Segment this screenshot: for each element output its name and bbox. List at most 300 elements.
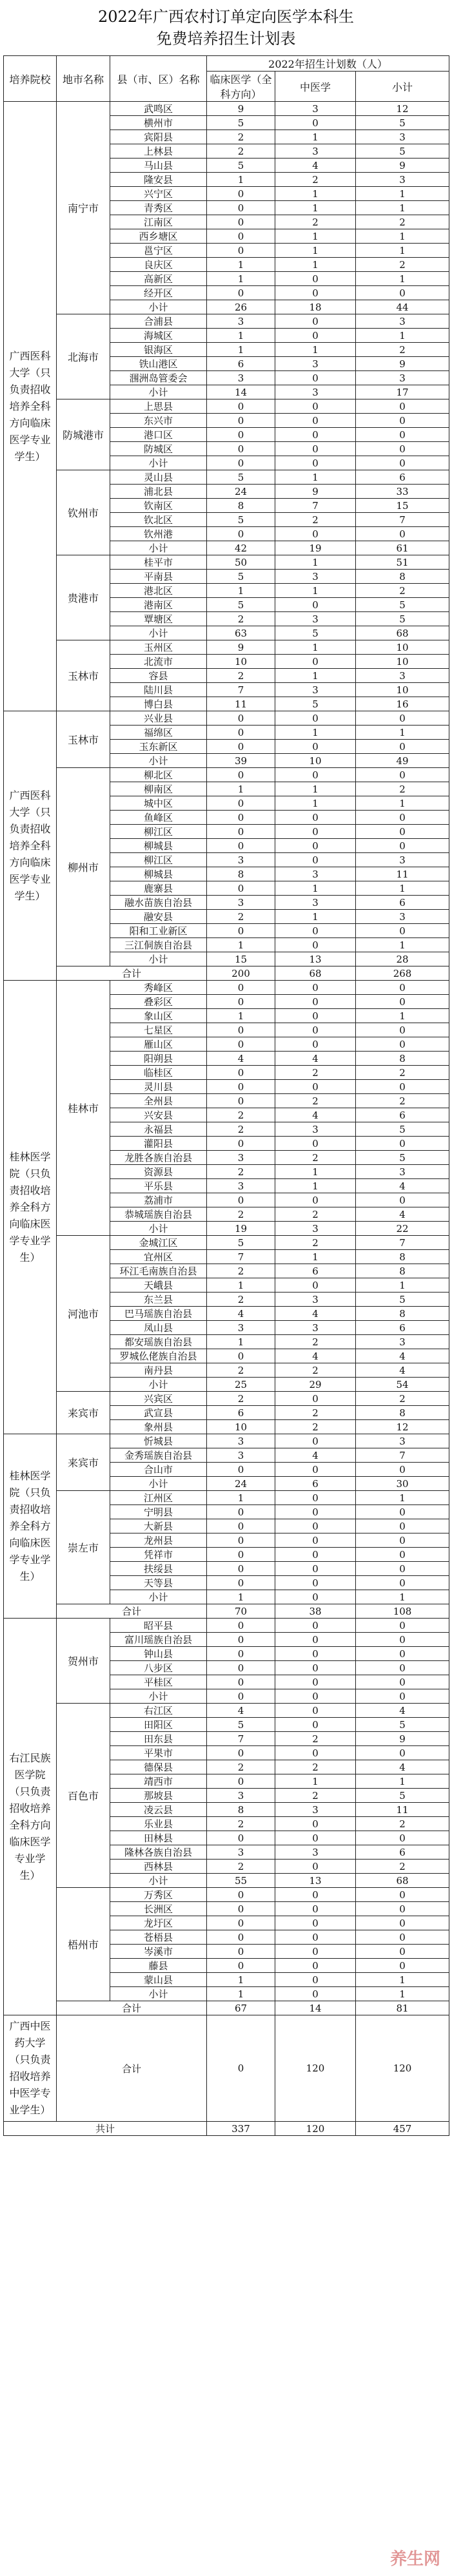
county-name: 田林县 [110, 1831, 207, 1845]
tcm-count: 0 [275, 1576, 356, 1590]
subtotal-count: 1 [356, 1987, 449, 2001]
tcm-count: 0 [275, 399, 356, 414]
subtotal-count: 0 [356, 1023, 449, 1037]
tcm-count: 13 [275, 952, 356, 966]
tcm-count: 3 [275, 357, 356, 371]
subtotal-count: 5 [356, 598, 449, 612]
county-name: 覃塘区 [110, 612, 207, 626]
clinical-count: 8 [207, 1803, 275, 1817]
tcm-count: 0 [275, 329, 356, 343]
county-name: 小计 [110, 754, 207, 768]
county-name: 陆川县 [110, 683, 207, 697]
subtotal-count: 5 [356, 612, 449, 626]
subtotal-count: 0 [356, 825, 449, 839]
subtotal-count: 4 [356, 1349, 449, 1363]
clinical-count: 0 [207, 1094, 275, 1108]
subtotal-count: 0 [356, 1746, 449, 1760]
county-name: 万秀区 [110, 1888, 207, 1902]
tcm-count: 4 [275, 1448, 356, 1463]
county-name: 都安瑶族自治县 [110, 1335, 207, 1349]
tcm-count: 2 [275, 1335, 356, 1349]
clinical-count: 9 [207, 640, 275, 655]
county-name: 北流市 [110, 655, 207, 669]
county-name: 岑溪市 [110, 1945, 207, 1959]
total-value: 120 [356, 2015, 449, 2122]
county-name: 八步区 [110, 1661, 207, 1675]
tcm-count: 4 [275, 1349, 356, 1363]
county-name: 小计 [110, 541, 207, 555]
tcm-count: 0 [275, 1945, 356, 1959]
city-name: 桂林市 [57, 981, 110, 1236]
tcm-count: 0 [275, 1661, 356, 1675]
subtotal-count: 0 [356, 1902, 449, 1916]
clinical-count: 0 [207, 1675, 275, 1689]
tcm-count: 0 [275, 655, 356, 669]
subtotal-count: 0 [356, 456, 449, 470]
subtotal-count: 2 [356, 258, 449, 272]
tcm-count: 0 [275, 768, 356, 782]
clinical-count: 0 [207, 187, 275, 201]
clinical-count: 0 [207, 1349, 275, 1363]
county-name: 银海区 [110, 343, 207, 357]
clinical-count: 2 [207, 1207, 275, 1222]
county-name: 阳朔县 [110, 1052, 207, 1066]
clinical-count: 3 [207, 1321, 275, 1335]
subtotal-count: 0 [356, 995, 449, 1009]
county-name: 玉东新区 [110, 740, 207, 754]
clinical-count: 5 [207, 513, 275, 527]
city-name: 防城港市 [57, 399, 110, 470]
county-name: 叠彩区 [110, 995, 207, 1009]
tcm-count: 6 [275, 1477, 356, 1491]
tcm-count: 18 [275, 300, 356, 314]
subtotal-count: 4 [356, 1363, 449, 1378]
county-name: 小计 [110, 1987, 207, 2001]
tcm-count: 0 [275, 1392, 356, 1406]
county-name: 合浦县 [110, 314, 207, 329]
clinical-count: 6 [207, 357, 275, 371]
clinical-count: 0 [207, 726, 275, 740]
county-name: 兴宁区 [110, 187, 207, 201]
clinical-count: 0 [207, 1533, 275, 1548]
header-county: 县（市、区）名称 [110, 56, 207, 102]
clinical-count: 24 [207, 485, 275, 499]
subtotal-count: 0 [356, 1548, 449, 1562]
tcm-count: 0 [275, 839, 356, 853]
clinical-count: 26 [207, 300, 275, 314]
clinical-count: 3 [207, 1448, 275, 1463]
clinical-count: 19 [207, 1222, 275, 1236]
city-name: 贵港市 [57, 555, 110, 640]
tcm-count: 0 [275, 1718, 356, 1732]
school-name: 广西医科大学（只负责招收培养全科方向临床医学专业学生） [4, 711, 57, 981]
tcm-count: 3 [275, 1321, 356, 1335]
county-name: 浦北县 [110, 485, 207, 499]
table-row [4, 399, 449, 414]
tcm-count: 1 [275, 201, 356, 215]
tcm-count: 0 [275, 1009, 356, 1023]
clinical-count: 0 [207, 1037, 275, 1052]
county-name: 柳江区 [110, 853, 207, 867]
clinical-count: 0 [207, 740, 275, 754]
tcm-count: 1 [275, 343, 356, 357]
county-name: 东兴市 [110, 414, 207, 428]
clinical-count: 2 [207, 1165, 275, 1179]
clinical-count: 0 [207, 442, 275, 456]
clinical-count: 0 [207, 1193, 275, 1207]
tcm-count: 29 [275, 1378, 356, 1392]
table-row [4, 1236, 449, 1250]
subtotal-count: 10 [356, 683, 449, 697]
clinical-count: 4 [207, 1307, 275, 1321]
tcm-count: 1 [275, 782, 356, 796]
county-name: 天峨县 [110, 1278, 207, 1293]
subtotal-count: 0 [356, 811, 449, 825]
subtotal-count: 12 [356, 102, 449, 116]
tcm-count: 5 [275, 626, 356, 640]
clinical-count: 3 [207, 314, 275, 329]
tcm-count: 0 [275, 442, 356, 456]
header-city: 地市名称 [57, 56, 110, 102]
subtotal-count: 3 [356, 371, 449, 385]
subtotal-count: 2 [356, 215, 449, 229]
tcm-count: 1 [275, 881, 356, 896]
subtotal-count: 2 [356, 1066, 449, 1080]
tcm-count: 0 [275, 1831, 356, 1845]
subtotal-count: 0 [356, 286, 449, 300]
county-name: 七星区 [110, 1023, 207, 1037]
tcm-count: 9 [275, 485, 356, 499]
clinical-count: 0 [207, 1945, 275, 1959]
table-row [4, 1491, 449, 1505]
clinical-count: 3 [207, 1179, 275, 1193]
total-value: 0 [207, 2015, 275, 2122]
subtotal-count: 3 [356, 910, 449, 924]
table-row [4, 1434, 449, 1448]
clinical-count: 8 [207, 867, 275, 881]
tcm-count: 1 [275, 229, 356, 244]
clinical-count: 5 [207, 1236, 275, 1250]
title-line-1: 2022年广西农村订单定向医学本科生 [97, 8, 355, 26]
table-row [4, 966, 449, 981]
table-row [4, 2001, 449, 2015]
clinical-count: 0 [207, 399, 275, 414]
clinical-count: 1 [207, 1987, 275, 2001]
tcm-count: 3 [275, 102, 356, 116]
county-name: 鱼峰区 [110, 811, 207, 825]
total-value: 268 [356, 966, 449, 981]
tcm-count: 4 [275, 1307, 356, 1321]
clinical-count: 3 [207, 371, 275, 385]
tcm-count: 1 [275, 258, 356, 272]
clinical-count: 0 [207, 881, 275, 896]
county-name: 隆安县 [110, 173, 207, 187]
subtotal-count: 0 [356, 1888, 449, 1902]
subtotal-count: 8 [356, 1250, 449, 1264]
county-name: 右江区 [110, 1704, 207, 1718]
county-name: 港南区 [110, 598, 207, 612]
subtotal-count: 2 [356, 1094, 449, 1108]
tcm-count: 1 [275, 1250, 356, 1264]
subtotal-count: 1 [356, 938, 449, 952]
table-row [4, 470, 449, 485]
tcm-count: 0 [275, 938, 356, 952]
tcm-count: 1 [275, 470, 356, 485]
subtotal-count: 0 [356, 711, 449, 726]
header-school: 培养院校 [4, 56, 57, 102]
subtotal-count: 5 [356, 144, 449, 159]
subtotal-count: 0 [356, 1647, 449, 1661]
subtotal-count: 0 [356, 1619, 449, 1633]
tcm-count: 3 [275, 612, 356, 626]
county-name: 良庆区 [110, 258, 207, 272]
watermark-logo: 养生网 [389, 2550, 440, 2569]
clinical-count: 0 [207, 796, 275, 811]
subtotal-count: 0 [356, 1831, 449, 1845]
subtotal-count: 1 [356, 201, 449, 215]
table-row [4, 1888, 449, 1902]
clinical-count: 2 [207, 669, 275, 683]
clinical-count: 0 [207, 414, 275, 428]
subtotal-count: 4 [356, 1760, 449, 1774]
tcm-count: 5 [275, 697, 356, 711]
subtotal-count: 15 [356, 499, 449, 513]
clinical-count: 0 [207, 768, 275, 782]
tcm-count: 0 [275, 1973, 356, 1987]
clinical-count: 2 [207, 1293, 275, 1307]
county-name: 平桂区 [110, 1675, 207, 1689]
subtotal-count: 0 [356, 1633, 449, 1647]
tcm-count: 0 [275, 1704, 356, 1718]
county-name: 上林县 [110, 144, 207, 159]
clinical-count: 0 [207, 1080, 275, 1094]
county-name: 凌云县 [110, 1803, 207, 1817]
clinical-count: 4 [207, 1052, 275, 1066]
county-name: 龙圩区 [110, 1916, 207, 1930]
tcm-count: 1 [275, 1774, 356, 1789]
table-row [4, 1619, 449, 1633]
clinical-count: 15 [207, 952, 275, 966]
county-name: 钦北区 [110, 513, 207, 527]
tcm-count: 0 [275, 1987, 356, 2001]
county-name: 秀峰区 [110, 981, 207, 995]
total-value: 38 [275, 1604, 356, 1619]
tcm-count: 2 [275, 1066, 356, 1080]
county-name: 博白县 [110, 697, 207, 711]
tcm-count: 0 [275, 1647, 356, 1661]
city-name: 河池市 [57, 1236, 110, 1392]
county-name: 柳江区 [110, 825, 207, 839]
tcm-count: 0 [275, 825, 356, 839]
tcm-count: 1 [275, 910, 356, 924]
subtotal-count: 3 [356, 1434, 449, 1448]
county-name: 福绵区 [110, 726, 207, 740]
tcm-count: 0 [275, 428, 356, 442]
clinical-count: 55 [207, 1874, 275, 1888]
tcm-count: 0 [275, 1080, 356, 1094]
table-row [4, 1604, 449, 1619]
county-name: 金城江区 [110, 1236, 207, 1250]
subtotal-count: 6 [356, 1321, 449, 1335]
clinical-count: 25 [207, 1378, 275, 1392]
subtotal-count: 11 [356, 867, 449, 881]
subtotal-count: 1 [356, 244, 449, 258]
clinical-count: 0 [207, 811, 275, 825]
tcm-count: 0 [275, 853, 356, 867]
clinical-count: 24 [207, 1477, 275, 1491]
clinical-count: 1 [207, 1335, 275, 1349]
tcm-count: 0 [275, 981, 356, 995]
county-name: 全州县 [110, 1094, 207, 1108]
total-label: 合计 [57, 1604, 207, 1619]
tcm-count: 0 [275, 1633, 356, 1647]
clinical-count: 7 [207, 1732, 275, 1746]
subtotal-count: 0 [356, 428, 449, 442]
city-name: 来宾市 [57, 1434, 110, 1491]
table-row [4, 2122, 449, 2136]
county-name: 江州区 [110, 1491, 207, 1505]
subtotal-count: 0 [356, 1576, 449, 1590]
table-row [4, 640, 449, 655]
total-value: 14 [275, 2001, 356, 2015]
clinical-count: 0 [207, 924, 275, 938]
county-name: 资源县 [110, 1165, 207, 1179]
clinical-count: 0 [207, 1916, 275, 1930]
county-name: 临桂区 [110, 1066, 207, 1080]
county-name: 马山县 [110, 159, 207, 173]
subtotal-count: 10 [356, 640, 449, 655]
subtotal-count: 2 [356, 1860, 449, 1874]
county-name: 藤县 [110, 1959, 207, 1973]
subtotal-count: 16 [356, 697, 449, 711]
county-name: 大新县 [110, 1519, 207, 1533]
tcm-count: 3 [275, 1293, 356, 1307]
subtotal-count: 5 [356, 1789, 449, 1803]
tcm-count: 19 [275, 541, 356, 555]
tcm-count: 3 [275, 570, 356, 584]
grand-total-label: 共计 [4, 2122, 207, 2136]
county-name: 融水苗族自治县 [110, 896, 207, 910]
tcm-count: 2 [275, 1363, 356, 1378]
county-name: 象山区 [110, 1009, 207, 1023]
clinical-count: 2 [207, 1860, 275, 1874]
clinical-count: 1 [207, 329, 275, 343]
subtotal-count: 3 [356, 314, 449, 329]
county-name: 灵山县 [110, 470, 207, 485]
clinical-count: 0 [207, 229, 275, 244]
document-title [0, 0, 452, 55]
subtotal-count: 30 [356, 1477, 449, 1491]
county-name: 兴业县 [110, 711, 207, 726]
county-name: 小计 [110, 1378, 207, 1392]
tcm-count: 0 [275, 286, 356, 300]
subtotal-count: 61 [356, 541, 449, 555]
tcm-count: 2 [275, 1207, 356, 1222]
county-name: 海城区 [110, 329, 207, 343]
subtotal-count: 10 [356, 655, 449, 669]
tcm-count: 0 [275, 924, 356, 938]
tcm-count: 1 [275, 726, 356, 740]
clinical-count: 8 [207, 499, 275, 513]
clinical-count: 0 [207, 1959, 275, 1973]
subtotal-count: 6 [356, 470, 449, 485]
table-row [4, 555, 449, 570]
subtotal-count: 0 [356, 1916, 449, 1930]
clinical-count: 7 [207, 683, 275, 697]
county-name: 凭祥市 [110, 1548, 207, 1562]
school-name: 桂林医学院（只负责招收培养全科方向临床医学专业学生） [4, 981, 57, 1434]
clinical-count: 0 [207, 1661, 275, 1675]
tcm-count: 0 [275, 1930, 356, 1945]
subtotal-count: 3 [356, 173, 449, 187]
county-name: 玉州区 [110, 640, 207, 655]
subtotal-count: 2 [356, 584, 449, 598]
county-name: 小计 [110, 456, 207, 470]
plan-table [3, 55, 449, 2136]
clinical-count: 4 [207, 1704, 275, 1718]
tcm-count: 0 [275, 1959, 356, 1973]
clinical-count: 2 [207, 910, 275, 924]
clinical-count: 5 [207, 159, 275, 173]
subtotal-count: 1 [356, 1590, 449, 1604]
tcm-count: 0 [275, 272, 356, 286]
subtotal-count: 7 [356, 1448, 449, 1463]
clinical-count: 10 [207, 1420, 275, 1434]
county-name: 城中区 [110, 796, 207, 811]
clinical-count: 0 [207, 1647, 275, 1661]
county-name: 小计 [110, 1874, 207, 1888]
tcm-count: 0 [275, 598, 356, 612]
tcm-count: 0 [275, 456, 356, 470]
subtotal-count: 5 [356, 1718, 449, 1732]
subtotal-count: 0 [356, 1505, 449, 1519]
tcm-count: 3 [275, 1222, 356, 1236]
subtotal-count: 3 [356, 669, 449, 683]
tcm-count: 6 [275, 1264, 356, 1278]
clinical-count: 0 [207, 1619, 275, 1633]
city-name: 梧州市 [57, 1888, 110, 2001]
county-name: 兴宾区 [110, 1392, 207, 1406]
tcm-count: 2 [275, 1406, 356, 1420]
county-name: 高新区 [110, 272, 207, 286]
clinical-count: 2 [207, 130, 275, 144]
table-row [4, 314, 449, 329]
subtotal-count: 44 [356, 300, 449, 314]
total-value: 108 [356, 1604, 449, 1619]
subtotal-count: 8 [356, 1052, 449, 1066]
subtotal-count: 5 [356, 116, 449, 130]
city-name: 南宁市 [57, 102, 110, 314]
subtotal-count: 1 [356, 329, 449, 343]
total-value: 67 [207, 2001, 275, 2015]
subtotal-count: 12 [356, 1420, 449, 1434]
total-value: 200 [207, 966, 275, 981]
clinical-count: 2 [207, 1760, 275, 1774]
subtotal-count: 0 [356, 1080, 449, 1094]
city-name: 贺州市 [57, 1619, 110, 1704]
city-name: 崇左市 [57, 1491, 110, 1604]
county-name: 长洲区 [110, 1902, 207, 1916]
subtotal-count: 0 [356, 1037, 449, 1052]
tcm-count: 0 [275, 1491, 356, 1505]
subtotal-count: 1 [356, 881, 449, 896]
clinical-count: 42 [207, 541, 275, 555]
table-row [4, 102, 449, 116]
tcm-count: 0 [275, 1533, 356, 1548]
grand-total-value: 337 [207, 2122, 275, 2136]
county-name: 龙州县 [110, 1533, 207, 1548]
subtotal-count: 0 [356, 527, 449, 541]
